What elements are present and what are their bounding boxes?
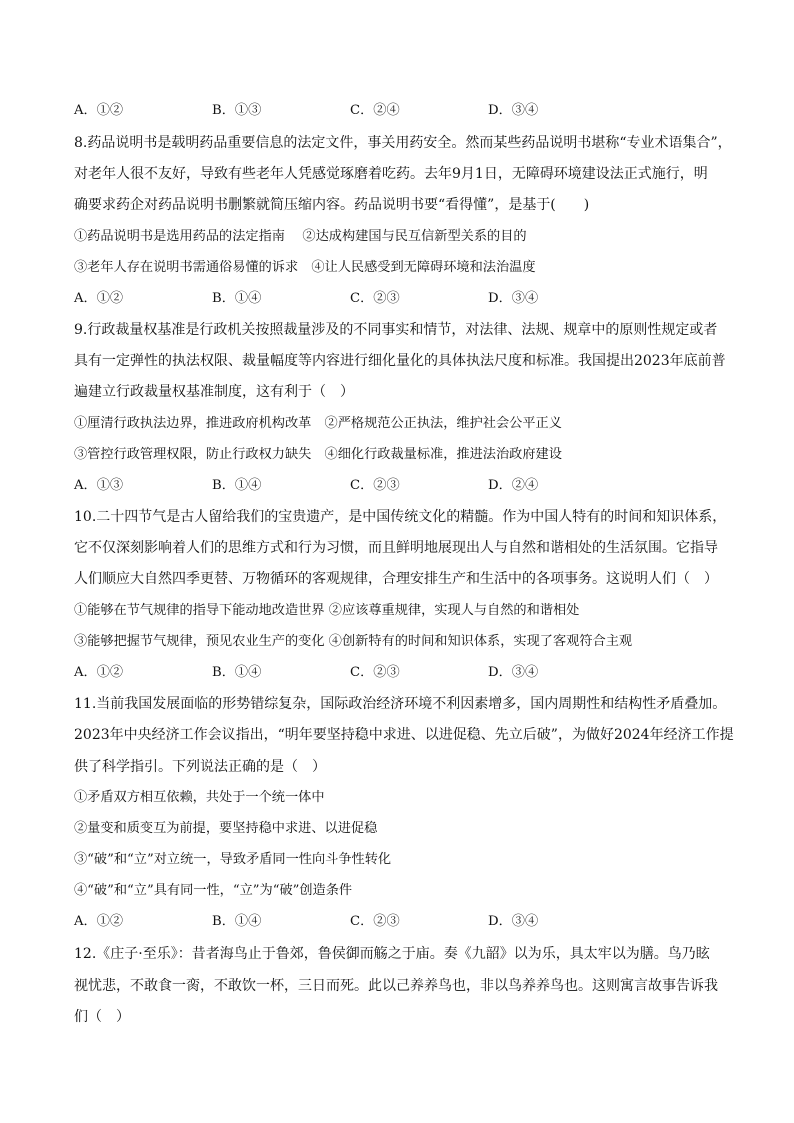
option-c: C．②③ bbox=[350, 665, 400, 680]
option-a: A．①② bbox=[74, 103, 124, 118]
option-c: C．②④ bbox=[350, 103, 400, 118]
option-a: A．①② bbox=[74, 291, 124, 306]
option-a: A．①② bbox=[74, 914, 124, 929]
option-b: B．①④ bbox=[212, 291, 262, 306]
question-11-item: ①矛盾双方相互依赖，共处于一个统一体中 bbox=[74, 790, 325, 805]
option-b: B．①④ bbox=[212, 914, 262, 929]
question-8-stem-line: 8.药品说明书是载明药品重要信息的法定文件，事关用药安全。然而某些药品说明书堪称“专业术语集合”， bbox=[74, 135, 732, 151]
question-11-item: ④“破”和“立”具有同一性，“立”为“破”创造条件 bbox=[74, 883, 353, 898]
question-12-stem-line: 视忧悲，不敢食一脔，不敢饮一杯，三日而死。此以己养养鸟也，非以鸟养养鸟也。这则寓言故事告诉我 bbox=[74, 978, 718, 994]
question-11-stem-line: 供了科学指引。下列说法正确的是（ ） bbox=[74, 759, 326, 775]
question-12-stem-line: 12.《庄子·至乐》：昔者海鸟止于鲁郊，鲁侯御而觞之于庙。奏《九韶》以为乐，具太牢以为膳。鸟乃眩 bbox=[74, 946, 710, 962]
question-8-stem-line: 对老年人很不友好，导致有些老年人凭感觉琢磨着吃药。去年9月1日，无障碍环境建设法正式施行，明 bbox=[74, 166, 708, 182]
question-12-stem-line: 们（ ） bbox=[74, 1009, 130, 1025]
question-9-stem-line: 遍建立行政裁量权基准制度，这有利于（ ） bbox=[74, 384, 354, 400]
option-d: D．③④ bbox=[488, 103, 539, 118]
question-10-stem-line: 它不仅深刻影响着人们的思维方式和行为习惯，而且鲜明地展现出人与自然和谐相处的生活氛围。它指导 bbox=[74, 540, 718, 556]
option-d: D．③④ bbox=[488, 665, 539, 680]
answer-options bbox=[74, 289, 754, 309]
question-9-stem-line: 9.行政裁量权基准是行政机关按照裁量涉及的不同事实和情节，对法律、法规、规章中的原则性规定或者 bbox=[74, 322, 718, 338]
question-11-item: ③“破”和“立”对立统一，导致矛盾同一性向斗争性转化 bbox=[74, 852, 392, 867]
question-8-item: ③老年人存在说明书需通俗易懂的诉求 ④让人民感受到无障碍环境和法治温度 bbox=[74, 260, 536, 275]
option-b: B．①④ bbox=[212, 665, 262, 680]
option-c: C．②③ bbox=[350, 914, 400, 929]
option-d: D．②④ bbox=[488, 478, 539, 493]
question-11-stem-line: 2023年中央经济工作会议指出，“明年要坚持稳中求进、以进促稳、先立后破”，为做好2024年经济工作提 bbox=[74, 727, 734, 743]
question-10-item: ③能够把握节气规律，预见农业生产的变化 ④创新特有的时间和知识体系，实现了客观符合主观 bbox=[74, 634, 633, 649]
question-11-item: ②量变和质变互为前提，要坚持稳中求进、以进促稳 bbox=[74, 821, 378, 836]
question-8-item: ①药品说明书是选用药品的法定指南 ②达成构建国与民互信新型关系的目的 bbox=[74, 229, 527, 244]
question-9-item: ①厘清行政执法边界，推进政府机构改革 ②严格规范公正执法，维护社会公平正义 bbox=[74, 416, 562, 431]
question-9-stem-line: 具有一定弹性的执法权限、裁量幅度等内容进行细化量化的具体执法尺度和标准。我国提出2023年底前普 bbox=[74, 353, 726, 369]
answer-options bbox=[74, 912, 754, 932]
option-d: D．③④ bbox=[488, 291, 539, 306]
answer-options bbox=[74, 663, 754, 683]
option-b: B．①④ bbox=[212, 478, 262, 493]
question-10-stem-line: 10.二十四节气是古人留给我们的宝贵遗产，是中国传统文化的精髓。作为中国人特有的时间和知识体系， bbox=[74, 509, 727, 525]
option-d: D．③④ bbox=[488, 914, 539, 929]
question-9-item: ③管控行政管理权限，防止行政权力缺失 ④细化行政裁量标准，推进法治政府建设 bbox=[74, 447, 562, 462]
question-10-item: ①能够在节气规律的指导下能动地改造世界 ②应该尊重规律，实现人与自然的和谐相处 bbox=[74, 603, 580, 618]
answer-options bbox=[74, 476, 754, 496]
question-11-stem-line: 11.当前我国发展面临的形势错综复杂，国际政治经济环境不利因素增多，国内周期性和结构性矛盾叠加。 bbox=[74, 696, 727, 712]
option-c: C．②③ bbox=[350, 478, 400, 493]
option-c: C．②③ bbox=[350, 291, 400, 306]
option-a: A．①③ bbox=[74, 478, 124, 493]
answer-options bbox=[74, 101, 754, 121]
option-b: B．①③ bbox=[212, 103, 262, 118]
question-10-stem-line: 人们顺应大自然四季更替、万物循环的客观规律，合理安排生产和生活中的各项事务。这说明人们（ ） bbox=[74, 571, 718, 587]
question-8-stem-line: 确要求药企对药品说明书删繁就简压缩内容。药品说明书要“看得懂”，是基于( ) bbox=[74, 197, 590, 213]
option-a: A．①② bbox=[74, 665, 124, 680]
